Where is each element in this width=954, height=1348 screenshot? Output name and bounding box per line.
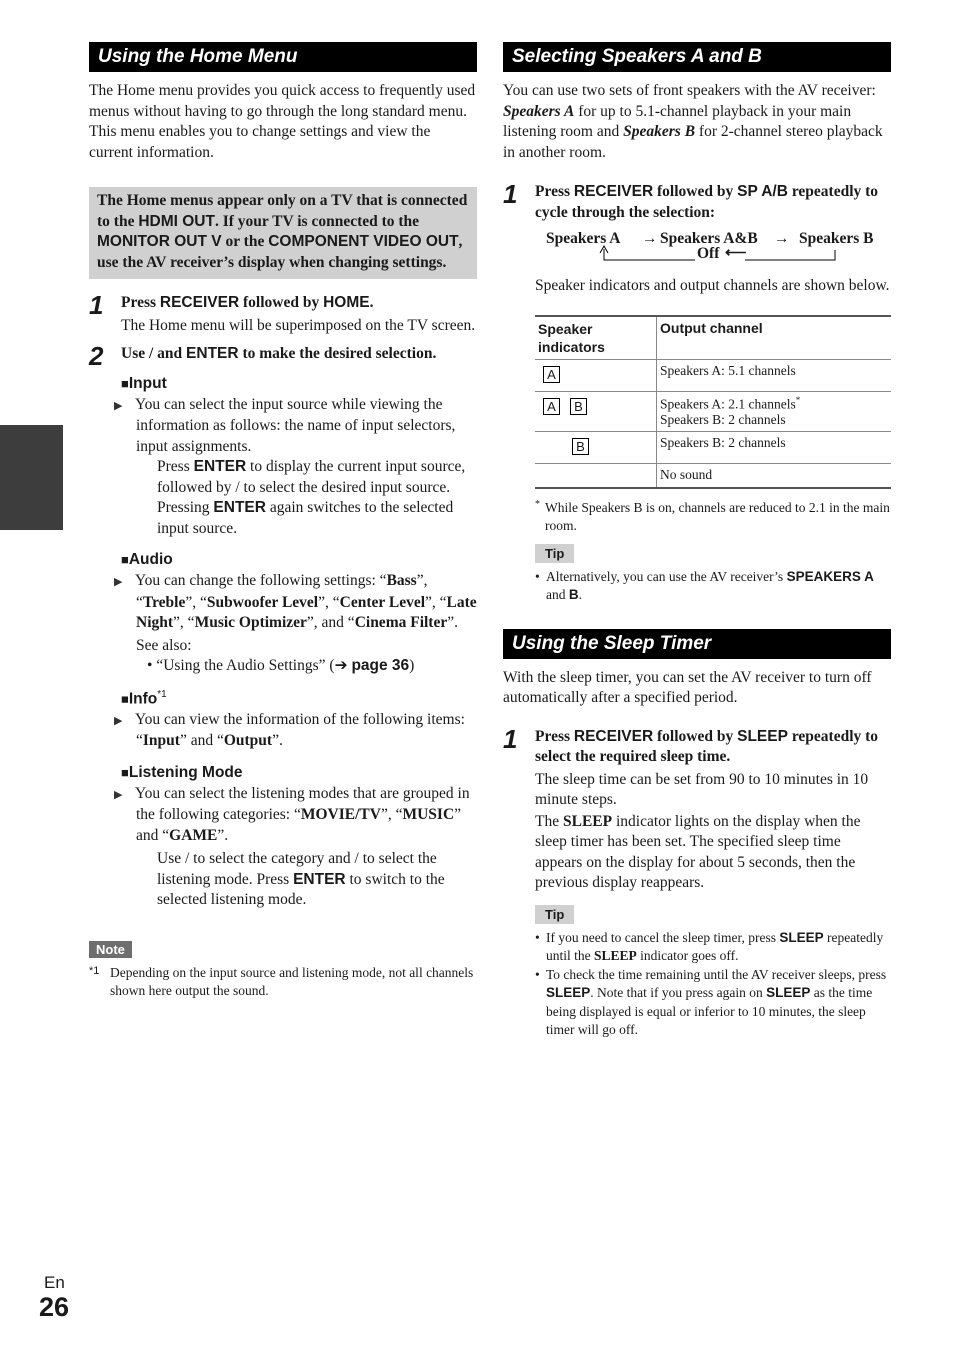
input-desc [114,395,477,458]
step-text: Press [121,294,160,311]
col-header-output: Output channel [657,316,892,360]
monitor-out-label: MONITOR OUT V [97,233,222,250]
list-item [535,568,891,605]
text: ”, “ [136,572,428,611]
setting-music-optimizer: Music Optimizer [194,614,307,631]
step-heading [121,344,477,365]
setting-bass: Bass [386,572,417,589]
output-text: Speakers A: 2.1 channels [660,396,796,411]
home-key: HOME [323,294,370,311]
note-body: Depending on the input source and listening mode, not all channels shown here output the sound. [110,964,474,999]
indicator-cell [535,391,657,432]
triangle-right-icon: ▶ [114,399,123,412]
note-badge: Note [89,941,132,958]
enter-key: ENTER [186,345,239,362]
input-heading [121,375,477,393]
setting-subwoofer: Subwoofer Level [206,593,319,611]
input-section [114,374,477,540]
text: to display the current input source, followed by / to select the desired input source. Pressing [157,458,466,516]
component-out-label: COMPONENT VIDEO OUT [268,233,459,250]
step-heading [121,293,477,314]
text: to switch to the selected listening mode. [157,870,445,909]
sleep-key: SLEEP [737,727,788,745]
text: ”. [447,614,458,631]
speakers-b-key: B [568,587,579,602]
info-heading [121,689,477,708]
sleep-body-1: The sleep time can be set from 90 to 10 minutes in 10 minute steps. [535,770,869,808]
item-input: Input [142,732,180,750]
list-item [535,929,891,966]
page-ref[interactable]: page 36 [351,657,410,674]
step-text: followed by [239,294,324,311]
square-bullet-icon: ■ [121,764,129,780]
output-cell [657,464,892,488]
arrow-left-icon: ⟵ [725,245,747,261]
category-music: MUSIC [402,806,455,824]
footnote-mark: *1 [89,964,100,977]
receiver-key: RECEIVER [159,294,240,311]
text: ” and “ [179,732,224,750]
step-text: Use / and [121,345,187,362]
subhead-label: Listening Mode [128,763,243,781]
sleep-body-2 [535,812,891,894]
text: ”, “ [185,593,207,611]
arrow-right-icon: → [642,230,658,247]
text: indicator lights on the display when the sleep timer has been set. The specified sleep time appears on the display for about 5 seconds, then the previous display reappears. [535,812,861,891]
spab-key: SP A/B [737,183,788,200]
enter-key: ENTER [293,870,346,888]
text: Press [535,727,574,745]
receiver-key: RECEIVER [573,727,654,745]
section-tab [0,425,63,530]
tip-block-1 [535,544,891,605]
tip-list [535,929,891,1040]
footnote-ref: *1 [157,688,167,700]
sleep-key: SLEEP [546,985,591,1000]
tip-badge: Tip [535,544,574,563]
indicator-cell [535,432,657,464]
arrow-right-icon: → [774,230,790,247]
subhead-label: Info [128,689,158,707]
step-number: 1 [503,179,518,209]
language-label: En [44,1273,65,1292]
text: ”, “ [173,614,195,631]
indicator-cell [535,464,657,488]
text: ”, and “ [306,614,355,631]
text: ”, “ [318,593,340,611]
col-header-indicators: Speaker indicators [535,316,657,360]
sleep-key: SLEEP [766,985,811,1000]
sleep-intro: With the sleep timer, you can set the AV receiver to turn off automatically after a specified period. [503,668,872,706]
text: indicator goes off. [636,948,739,963]
text: repeatedly to cycle through the selection: [535,183,879,221]
text: ) [409,657,415,674]
left-column [89,42,477,1001]
subhead-label: Input [128,374,167,392]
indicator-a: A [543,398,560,415]
warning-text: or the [221,233,269,250]
square-bullet-icon: ■ [121,375,129,391]
triangle-right-icon: ▶ [114,788,123,801]
sleep-indicator-term: SLEEP [562,812,613,830]
setting-late-night: Late Night [136,593,477,631]
text: “Using the Audio Settings” ( [156,657,335,674]
text: You can select the listening modes that are grouped in the following categories: “ [135,784,470,824]
text: ”, “ [380,806,403,824]
speaker-table-wrap [535,315,891,605]
tip-block-2 [535,905,891,1040]
input-instructions [121,457,477,539]
triangle-right-icon: ▶ [114,714,123,727]
text: and [546,587,569,602]
sleep-step-1 [503,723,891,1040]
receiver-key: RECEIVER [573,183,654,200]
output-text: Speakers B: 2 channels [660,435,786,450]
warning-text: , use the AV receiver’s display when changing settings. [97,233,463,271]
text: Alternatively, you can use the AV receiver’s [546,568,787,584]
footnote-mark: * [535,498,540,510]
cycle-speakers-a: Speakers A [546,230,621,247]
text: again switches to the selected input source. [157,499,454,537]
text: You can view the information of the following items: “ [135,710,465,750]
text: for up to 5.1-channel playback in your main listening room and [503,102,852,140]
cycle-after-text: Speaker indicators and output channels are shown below. [535,277,890,294]
output-cell [657,359,892,391]
listening-section [114,763,477,911]
setting-treble: Treble [142,593,186,611]
warning-text: . If your TV is connected to the [214,212,420,230]
home-step-2 [89,341,477,911]
info-desc [114,710,477,752]
info-section [114,688,477,752]
cycle-off: Off [697,245,720,262]
category-movie: MOVIE/TV [300,806,381,824]
cycle-speakers-ab: Speakers A&B [660,230,758,247]
enter-key: ENTER [193,458,247,475]
output-cell [657,391,892,432]
home-step-1 [89,290,477,336]
step-body: The Home menu will be superimposed on the TV screen. [121,316,476,334]
table-row [535,359,891,391]
speakers-intro [503,81,891,163]
warning-text: The Home menus appear only on a TV that is connected to the [97,192,468,230]
text: repeatedly to select the required sleep time. [535,727,879,765]
table-row [535,464,891,488]
text: You can change the following settings: “ [135,572,387,589]
note-text [89,964,477,1001]
input-desc-text: You can select the input source while viewing the information as follows: the name of input selectors, input assignments. [135,395,456,455]
sleep-indicator-term: SLEEP [594,948,637,963]
output-text: No sound [660,467,713,482]
text: You can use two sets of front speakers with the AV receiver: [503,82,876,99]
sleep-timer-title: Using the Sleep Timer [503,629,891,659]
home-menu-title: Using the Home Menu [89,42,477,72]
listening-desc [114,784,477,847]
audio-section [114,551,477,677]
text: repeatedly until the [546,929,884,963]
listening-instructions [121,849,477,911]
step-heading [535,727,891,768]
text: Press [157,458,194,475]
speakers-step-1 [503,179,891,297]
right-column [503,42,891,1040]
text: . [578,587,582,602]
speakers-b-term: Speakers B [623,123,696,140]
enter-key: ENTER [213,499,266,516]
home-menu-intro: The Home menu provides you quick access to frequently used menus without having to go through the long standard menu. This menu enables you to change settings and view the current information. [89,82,476,161]
indicator-cell [535,359,657,391]
arrow-right-icon: ➔ [334,657,348,674]
speaker-table [535,315,891,489]
text: . Note that if you press again on [590,985,767,1000]
indicator-b: B [570,398,587,415]
audio-heading [121,551,477,569]
text: If you need to cancel the sleep timer, press [546,929,780,945]
output-cell [657,432,892,464]
setting-center: Center Level [339,593,426,611]
triangle-right-icon: ▶ [114,576,123,588]
text: for 2-channel stereo playback in another room. [503,123,883,161]
square-bullet-icon: ■ [121,552,129,567]
footnote-ref: * [795,394,801,405]
text: To check the time remaining until the AV receiver sleeps, press [546,966,887,982]
indicator-a: A [543,366,560,383]
step-text: . [369,294,374,311]
output-text: Speakers A: 5.1 channels [660,362,796,378]
footnote-text: While Speakers B is on, channels are reduced to 2.1 in the main room. [545,499,890,533]
hdmi-out-label: HDMI OUT [138,212,215,230]
speakers-title: Selecting Speakers A and B [503,42,891,72]
category-game: GAME [169,826,218,844]
setting-cinema-filter: Cinema Filter [354,614,448,631]
step-text: to make the desired selection. [238,345,437,362]
speaker-cycle-diagram [535,230,891,274]
sleep-key: SLEEP [779,929,824,945]
text: ”. [217,826,229,844]
text: Press [535,183,574,200]
text: Use / to select the category and / to select the listening mode. Press [157,850,437,888]
list-item [535,966,891,1040]
text: followed by [653,183,738,200]
text: ”, “ [425,593,447,611]
see-also-link[interactable]: • “Using the Audio Settings” (➔ page 36) [147,657,415,674]
note-block [89,941,477,1001]
square-bullet-icon: ■ [121,690,129,706]
item-output: Output [223,732,273,750]
table-footnote [535,499,891,536]
page-number: 26 [39,1292,70,1322]
listening-heading [121,764,477,782]
step-number: 1 [503,723,518,754]
text: followed by [653,727,738,745]
indicator-b: B [572,438,589,455]
table-row [535,391,891,432]
text: The [535,812,563,830]
text: ”. [272,732,283,750]
text: as the time being displayed is equal or inferior to 10 minutes, the sleep timer will go off. [546,985,873,1037]
table-row [535,432,891,464]
home-menu-warning-box [89,187,477,279]
tip-list [535,568,891,605]
table-header [535,316,891,360]
see-also: See also: [136,636,192,654]
speakers-a-key: SPEAKERS A [786,568,874,584]
step-heading [535,182,891,223]
output-text: Speakers B: 2 channels [660,412,786,427]
tip-badge: Tip [535,905,574,924]
cycle-speakers-b: Speakers B [799,230,874,247]
audio-desc [114,571,477,634]
speakers-a-term: Speakers A [503,102,575,120]
subhead-label: Audio [128,551,173,568]
step-number: 1 [89,290,104,320]
text: ” and “ [136,806,462,844]
step-number: 2 [89,341,104,371]
